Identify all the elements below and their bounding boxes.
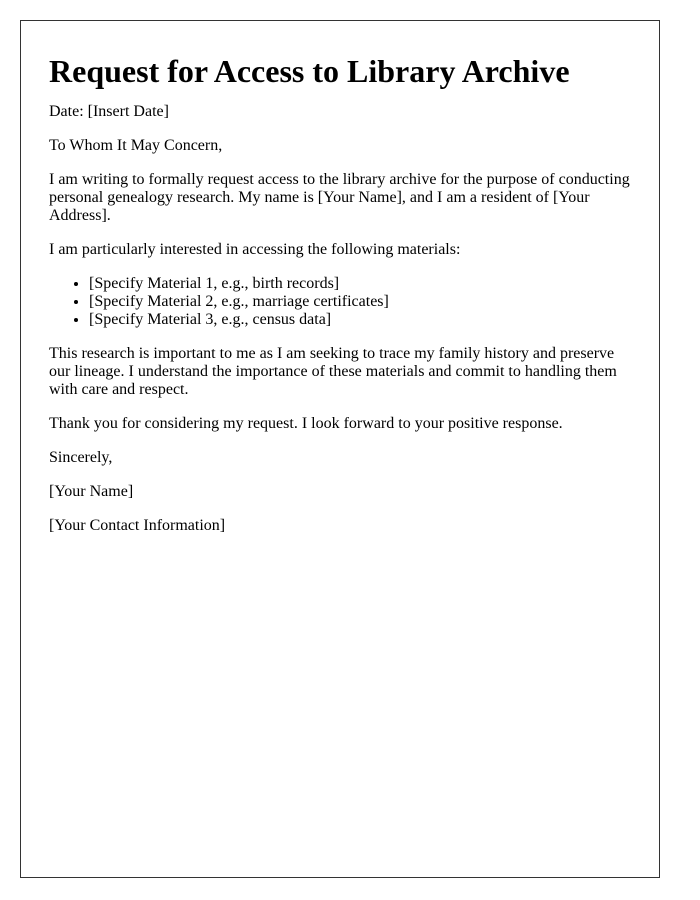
thanks-paragraph: Thank you for considering my request. I look forward to your positive response. bbox=[49, 415, 563, 432]
list-item: • [Specify Material 1, e.g., birth records] bbox=[89, 275, 631, 293]
letter-title: Request for Access to Library Archive bbox=[49, 53, 570, 89]
list-item: • [Specify Material 2, e.g., marriage certificates] bbox=[89, 293, 631, 311]
signature-name: [Your Name] bbox=[49, 483, 134, 500]
salutation: To Whom It May Concern, bbox=[49, 137, 223, 154]
materials-intro: I am particularly interested in accessing the following materials: bbox=[49, 241, 461, 258]
closing: Sincerely, bbox=[49, 449, 113, 466]
letter-page bbox=[20, 20, 660, 878]
contact-info: [Your Contact Information] bbox=[49, 517, 226, 534]
materials-list bbox=[49, 275, 631, 329]
intro-paragraph: I am writing to formally request access to the library archive for the purpose of conducting personal genealogy research. My name is [Your Name], and I am a resident of [Your Address]. bbox=[49, 171, 630, 224]
purpose-paragraph: This research is important to me as I am seeking to trace my family history and preserve our lineage. I understand the importance of these materials and commit to handling them with care and respect. bbox=[49, 345, 617, 398]
date-line: Date: [Insert Date] bbox=[49, 103, 169, 120]
list-item: • [Specify Material 3, e.g., census data] bbox=[89, 311, 631, 329]
